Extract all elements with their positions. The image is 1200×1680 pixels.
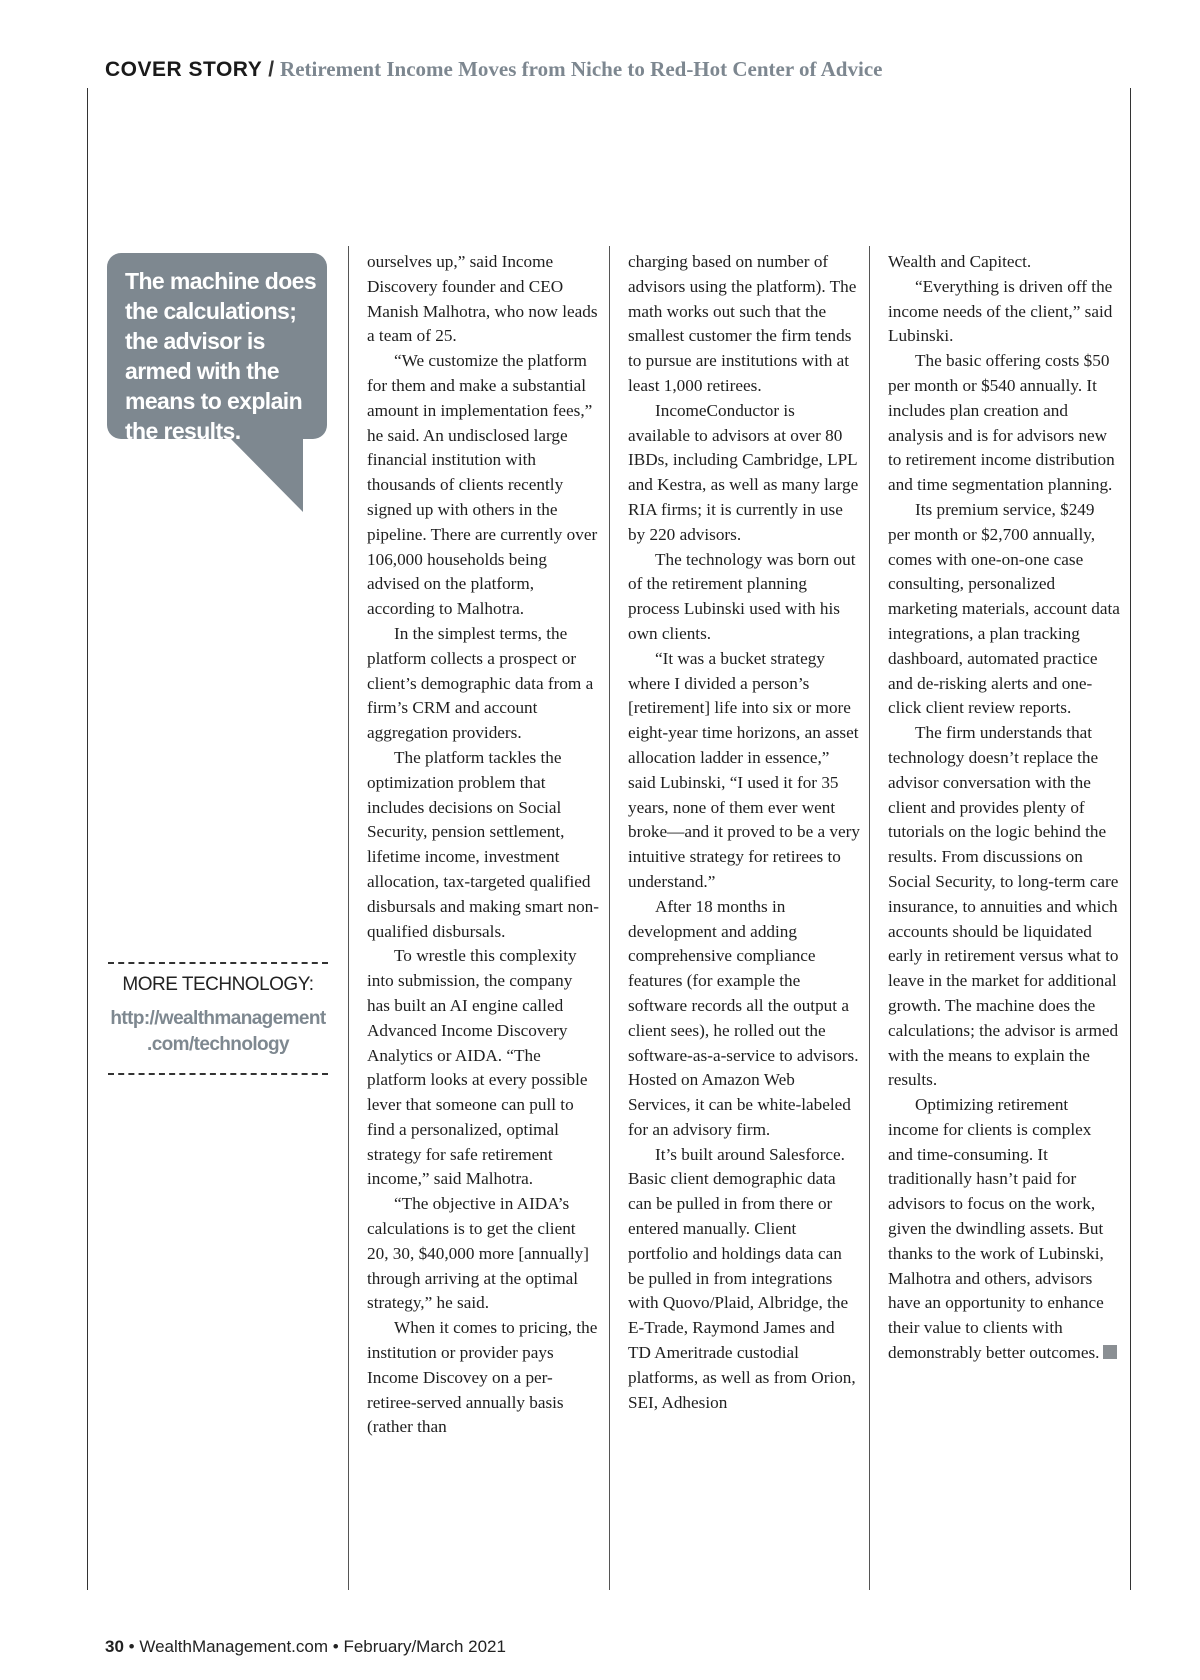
link-line-2: .com/technology — [147, 1034, 289, 1055]
paragraph: The firm understands that technology doesn’t replace the advisor conversation with the client and provides plenty of tutorials on the logic behind the results. From discussions on Social Security, to long-term care insurance, to annuities and which accounts should be liquidated early in retirement versus what to leave in the market for additional growth. The machine does the calculations; the advisor is armed with the means to explain the results. — [888, 723, 1119, 1090]
footer-bullet-1: • — [128, 1637, 135, 1656]
footer-bullet-2: • — [332, 1637, 339, 1656]
paragraph: The basic offering costs $50 per month or $540 annually. It includes plan creation and analysis and is for advisors new to retirement income distribution and time segmentation planning. — [888, 351, 1115, 495]
pull-quote-text: The machine does the calculations; the advisor is armed with the means to explain the results. — [125, 268, 317, 444]
paragraph: After 18 months in development and adding comprehensive compliance features (for example the software records all the output a client sees), he rolled out the software-as-a-service to advisors. Hosted on Amazon Web Services, it can be white-labeled for an advisory firm. — [628, 896, 859, 1139]
sidebar-divider-bottom — [108, 1073, 328, 1075]
paragraph: “The objective in AIDA’s calculations is to get the client 20, 30, $40,000 more [annually] through arriving at the optimal strategy,” he said. — [367, 1194, 589, 1313]
paragraph-text: Optimizing retirement income for clients is complex and time-consuming. It traditionally hasn’t paid for advisors to focus on the work, given the dwindling assets. But thanks to the work of Lubinski, Malhotra and others, advisors have an opportunity to enhance their value to clients with demonstrably better outcomes. — [888, 1095, 1104, 1363]
page-number: 30 — [105, 1637, 124, 1656]
column-rule-1 — [348, 246, 349, 1590]
more-technology-link[interactable] — [108, 1006, 328, 1058]
body-column-3 — [888, 250, 1120, 1366]
column-rule-3 — [869, 246, 870, 1590]
paragraph: Wealth and Capitect. — [888, 252, 1032, 271]
paragraph: Its premium service, $249 per month or $2,700 annually, comes with one-on-one case consulting, personalized marketing materials, account data integrations, a plan tracking dashboard, automated practice and de-risking alerts and one-click client review reports. — [888, 499, 1120, 718]
header-separator: / — [268, 58, 275, 81]
paragraph: IncomeConductor is available to advisors at over 80 IBDs, including Cambridge, LPL and Kestra, as well as many large RIA firms; it is currently in use by 220 advisors. — [628, 400, 859, 544]
page-footer — [105, 1637, 506, 1657]
paragraph: It’s built around Salesforce. Basic client demographic data can be pulled in from there or entered manually. Client portfolio and holdings data can be pulled in from integrations with Quovo/Plaid, Albridge, the E-Trade, Raymond James and TD Ameritrade custodial platforms, as well as from Orion, SEI, Adhesion — [628, 1144, 856, 1412]
paragraph: ourselves up,” said Income Discovery founder and CEO Manish Malhotra, who now leads a team of 25. — [367, 252, 598, 346]
paragraph: “It was a bucket strategy where I divided a person’s [retirement] life into six or more eight-year time horizons, an asset allocation ladder in essence,” said Lubinski, “I used it for 35 years, none of them ever went broke—and it proved to be a very intuitive strategy for retirees to understand.” — [628, 648, 860, 891]
left-margin-rule — [87, 88, 88, 1590]
paragraph: “Everything is driven off the income needs of the client,” said Lubinski. — [888, 276, 1113, 346]
page-header — [105, 55, 1105, 84]
column-rule-2 — [609, 246, 610, 1590]
body-column-1 — [367, 250, 599, 1440]
issue-date: February/March 2021 — [343, 1637, 506, 1656]
pull-quote-tail — [228, 436, 303, 512]
more-technology-label: MORE TECHNOLOGY: — [122, 974, 314, 995]
paragraph: When it comes to pricing, the institution or provider pays Income Discovey on a per-retiree-served annually basis (rather than — [367, 1318, 598, 1437]
article-title: Retirement Income Moves from Niche to Red-Hot Center of Advice — [280, 57, 883, 81]
paragraph: charging based on number of advisors using the platform). The math works out such that the smallest customer the firm tends to pursue are institutions with at least 1,000 retirees. — [628, 252, 857, 395]
right-margin-rule — [1130, 88, 1131, 1590]
paragraph: “We customize the platform for them and make a substantial amount in implementation fees,” he said. An undisclosed large financial institution with thousands of clients recently signed up with others in the pipeline. There are currently over 106,000 households being advised on the platform, according to Malhotra. — [367, 351, 598, 619]
paragraph: In the simplest terms, the platform collects a prospect or client’s demographic data from a firm’s CRM and account aggregation providers. — [367, 623, 594, 743]
end-of-article-mark — [1103, 1345, 1117, 1359]
link-line-1: http://wealthmanagement — [110, 1008, 326, 1029]
paragraph — [888, 1093, 1120, 1366]
section-label: COVER STORY — [105, 58, 263, 81]
sidebar-divider-top — [108, 962, 328, 964]
body-column-2 — [628, 250, 860, 1415]
paragraph: To wrestle this complexity into submission, the company has built an AI engine called Advanced Income Discovery Analytics or AIDA. “The platform looks at every possible lever that someone can pull to find a personalized, optimal strategy for safe retirement income,” said Malhotra. — [367, 946, 588, 1189]
paragraph: The technology was born out of the retirement planning process Lubinski used with his own clients. — [628, 549, 856, 643]
paragraph: The platform tackles the optimization problem that includes decisions on Social Security, pension settlement, lifetime income, investment allocation, tax-targeted qualified disbursals and making smart non-qualified disbursals. — [367, 747, 599, 941]
publication-name: WealthManagement.com — [139, 1637, 329, 1656]
